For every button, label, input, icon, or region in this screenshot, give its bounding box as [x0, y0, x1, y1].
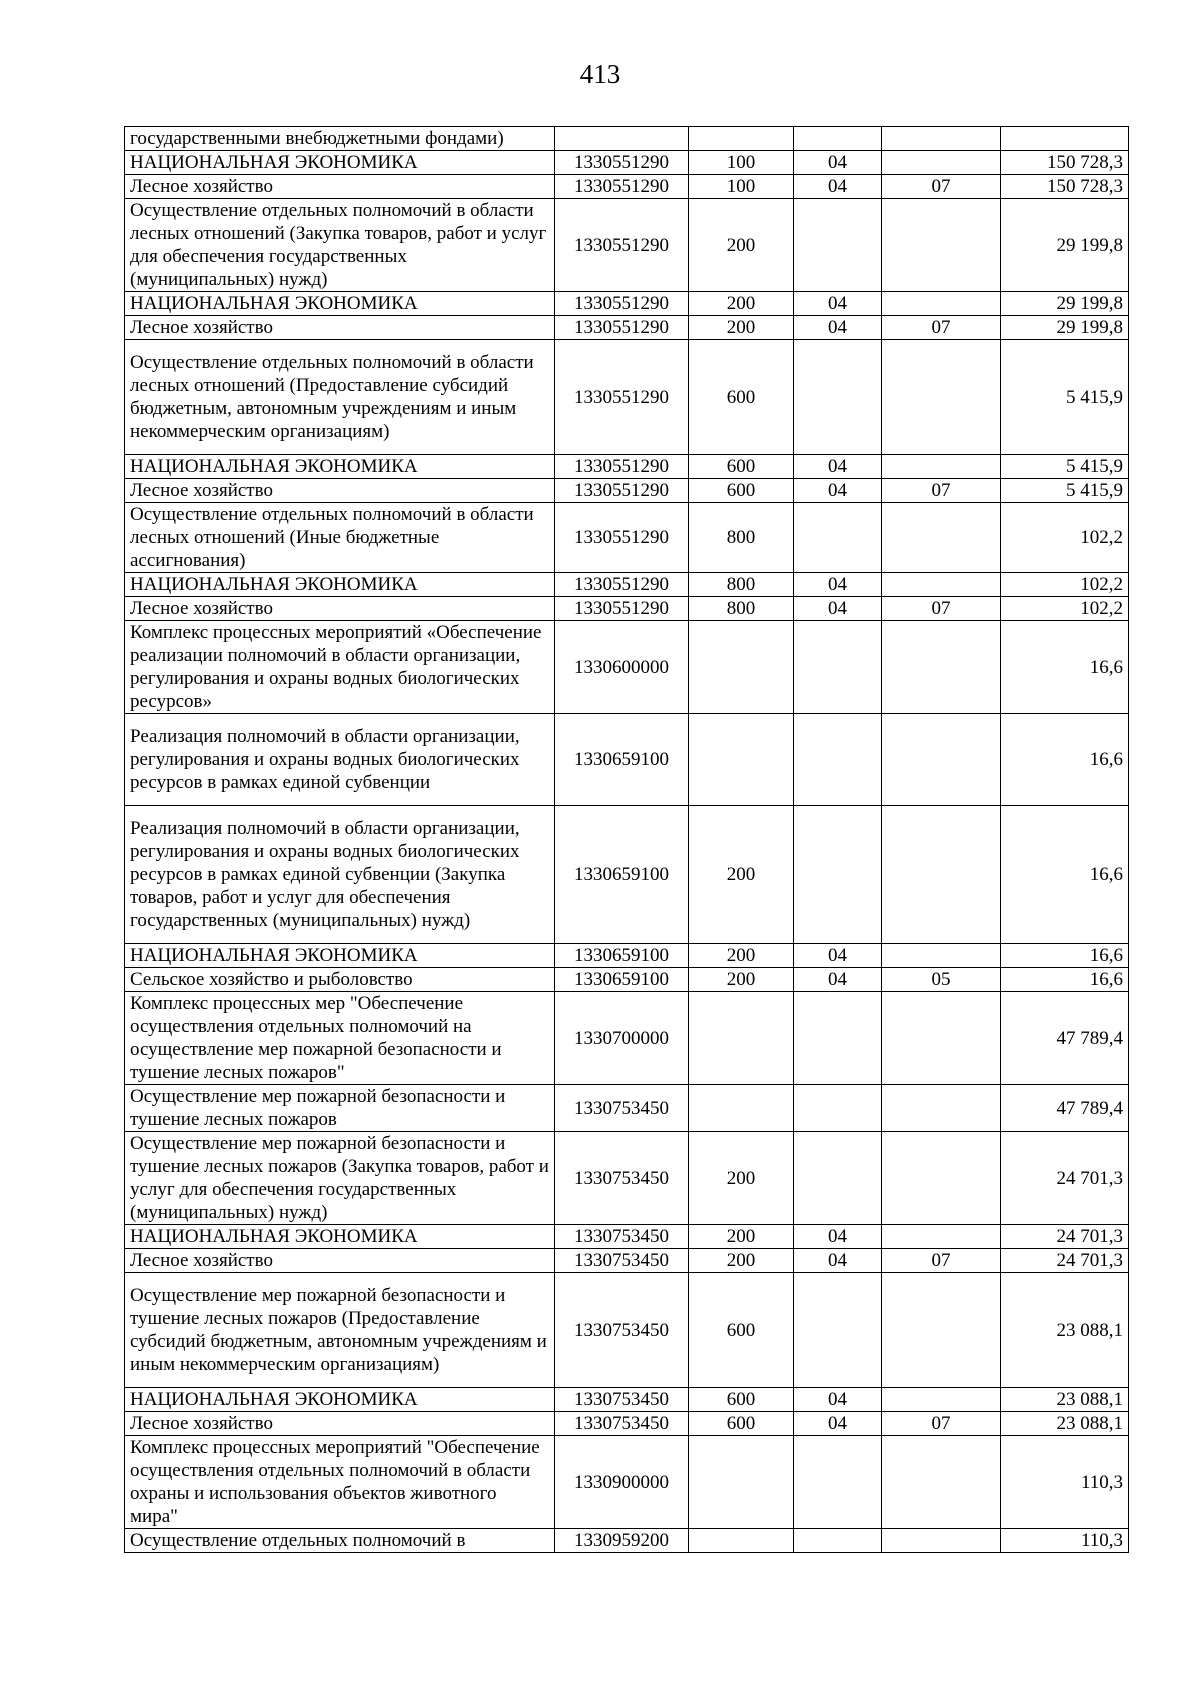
row-name: Осуществление отдельных полномочий в области лесных отношений (Закупка товаров, работ и услуг для обеспечения государственных (муниципальных) нужд): [125, 199, 555, 292]
row-expense-type: 600: [689, 1273, 794, 1388]
row-section: 04: [794, 597, 882, 621]
table-row: [125, 573, 1129, 597]
row-target-code: 1330659100: [555, 968, 689, 992]
row-expense-type: 200: [689, 1249, 794, 1273]
row-subsection: [882, 1529, 1001, 1553]
row-name: НАЦИОНАЛЬНАЯ ЭКОНОМИКА: [125, 573, 555, 597]
table-row: [125, 992, 1129, 1085]
row-target-code: 1330753450: [555, 1273, 689, 1388]
row-amount: 29 199,8: [1001, 292, 1129, 316]
row-amount: 110,3: [1001, 1436, 1129, 1529]
row-amount: 16,6: [1001, 806, 1129, 944]
row-subsection: [882, 992, 1001, 1085]
row-name: Лесное хозяйство: [125, 1412, 555, 1436]
row-target-code: 1330600000: [555, 621, 689, 714]
row-target-code: 1330551290: [555, 503, 689, 573]
table-row: [125, 621, 1129, 714]
table-row: [125, 175, 1129, 199]
row-section: [794, 127, 882, 151]
table-row: [125, 1273, 1129, 1388]
table-row: [125, 1436, 1129, 1529]
table-row: [125, 199, 1129, 292]
row-target-code: 1330959200: [555, 1529, 689, 1553]
row-expense-type: [689, 1085, 794, 1132]
table-row: [125, 151, 1129, 175]
row-amount: 16,6: [1001, 714, 1129, 806]
row-expense-type: 200: [689, 968, 794, 992]
row-name: Комплекс процессных мероприятий "Обеспечение осуществления отдельных полномочий в области охраны и использования объектов животного мира": [125, 1436, 555, 1529]
row-amount: 102,2: [1001, 597, 1129, 621]
row-name: государственными внебюджетными фондами): [125, 127, 555, 151]
row-name: Комплекс процессных мер "Обеспечение осуществления отдельных полномочий на осуществление мер пожарной безопасности и тушение лесных пожаров": [125, 992, 555, 1085]
row-target-code: 1330551290: [555, 151, 689, 175]
row-expense-type: 200: [689, 316, 794, 340]
table-row: [125, 1412, 1129, 1436]
table-row: [125, 944, 1129, 968]
row-section: [794, 503, 882, 573]
row-expense-type: [689, 714, 794, 806]
table-row: [125, 455, 1129, 479]
row-subsection: [882, 1225, 1001, 1249]
row-target-code: 1330551290: [555, 316, 689, 340]
row-name: НАЦИОНАЛЬНАЯ ЭКОНОМИКА: [125, 1225, 555, 1249]
row-subsection: [882, 292, 1001, 316]
row-section: 04: [794, 479, 882, 503]
table-row: [125, 1132, 1129, 1225]
row-subsection: [882, 806, 1001, 944]
row-amount: 24 701,3: [1001, 1225, 1129, 1249]
row-target-code: 1330659100: [555, 806, 689, 944]
row-subsection: 07: [882, 1249, 1001, 1273]
row-section: 04: [794, 151, 882, 175]
row-amount: 5 415,9: [1001, 455, 1129, 479]
row-expense-type: 200: [689, 944, 794, 968]
row-name: Лесное хозяйство: [125, 597, 555, 621]
row-expense-type: 600: [689, 479, 794, 503]
row-subsection: [882, 503, 1001, 573]
table-row: [125, 503, 1129, 573]
row-subsection: [882, 1388, 1001, 1412]
row-name: НАЦИОНАЛЬНАЯ ЭКОНОМИКА: [125, 455, 555, 479]
row-target-code: 1330753450: [555, 1412, 689, 1436]
row-amount: 16,6: [1001, 968, 1129, 992]
row-section: 04: [794, 573, 882, 597]
row-target-code: 1330900000: [555, 1436, 689, 1529]
row-amount: 23 088,1: [1001, 1273, 1129, 1388]
row-section: [794, 340, 882, 455]
row-section: 04: [794, 944, 882, 968]
row-target-code: 1330753450: [555, 1249, 689, 1273]
row-expense-type: 600: [689, 1412, 794, 1436]
row-subsection: [882, 1273, 1001, 1388]
row-expense-type: 600: [689, 340, 794, 455]
row-expense-type: 100: [689, 175, 794, 199]
row-target-code: 1330551290: [555, 175, 689, 199]
row-amount: 102,2: [1001, 503, 1129, 573]
row-subsection: 07: [882, 316, 1001, 340]
row-name: Лесное хозяйство: [125, 175, 555, 199]
row-expense-type: [689, 992, 794, 1085]
row-subsection: 07: [882, 175, 1001, 199]
row-target-code: 1330753450: [555, 1388, 689, 1412]
row-target-code: [555, 127, 689, 151]
row-name: Реализация полномочий в области организации, регулирования и охраны водных биологических ресурсов в рамках единой субвенции (Закупка товаров, работ и услуг для обеспечения государственных (муниципальных) нужд): [125, 806, 555, 944]
table-row: [125, 1388, 1129, 1412]
row-subsection: 07: [882, 479, 1001, 503]
row-subsection: [882, 714, 1001, 806]
row-section: [794, 621, 882, 714]
row-expense-type: 200: [689, 806, 794, 944]
row-subsection: [882, 199, 1001, 292]
row-amount: 24 701,3: [1001, 1132, 1129, 1225]
row-section: [794, 714, 882, 806]
row-expense-type: [689, 1529, 794, 1553]
row-expense-type: 800: [689, 503, 794, 573]
row-subsection: 05: [882, 968, 1001, 992]
row-amount: 150 728,3: [1001, 151, 1129, 175]
row-name: НАЦИОНАЛЬНАЯ ЭКОНОМИКА: [125, 292, 555, 316]
row-target-code: 1330551290: [555, 573, 689, 597]
row-subsection: [882, 1132, 1001, 1225]
table-row: [125, 1529, 1129, 1553]
row-name: Осуществление мер пожарной безопасности и тушение лесных пожаров: [125, 1085, 555, 1132]
row-section: 04: [794, 1225, 882, 1249]
row-amount: [1001, 127, 1129, 151]
row-section: 04: [794, 1249, 882, 1273]
row-section: 04: [794, 175, 882, 199]
row-amount: 5 415,9: [1001, 340, 1129, 455]
row-subsection: [882, 127, 1001, 151]
row-subsection: [882, 151, 1001, 175]
row-expense-type: [689, 1436, 794, 1529]
row-target-code: 1330753450: [555, 1132, 689, 1225]
row-target-code: 1330551290: [555, 597, 689, 621]
row-amount: 16,6: [1001, 621, 1129, 714]
row-amount: 24 701,3: [1001, 1249, 1129, 1273]
row-expense-type: 200: [689, 292, 794, 316]
row-section: 04: [794, 1388, 882, 1412]
row-target-code: 1330551290: [555, 479, 689, 503]
page-number: 413: [579, 59, 621, 89]
row-expense-type: [689, 621, 794, 714]
row-amount: 47 789,4: [1001, 992, 1129, 1085]
row-section: [794, 806, 882, 944]
row-section: 04: [794, 1412, 882, 1436]
budget-table: [124, 126, 1129, 1553]
row-expense-type: 800: [689, 597, 794, 621]
row-amount: 150 728,3: [1001, 175, 1129, 199]
row-target-code: 1330551290: [555, 199, 689, 292]
table-row: [125, 1249, 1129, 1273]
row-amount: 47 789,4: [1001, 1085, 1129, 1132]
row-subsection: [882, 340, 1001, 455]
row-target-code: 1330551290: [555, 455, 689, 479]
table-row: [125, 316, 1129, 340]
row-name: Комплекс процессных мероприятий «Обеспечение реализации полномочий в области организации, регулирования и охраны водных биологических ресурсов»: [125, 621, 555, 714]
table-row: [125, 479, 1129, 503]
row-target-code: 1330753450: [555, 1225, 689, 1249]
row-amount: 110,3: [1001, 1529, 1129, 1553]
row-section: [794, 992, 882, 1085]
row-section: [794, 199, 882, 292]
row-expense-type: 600: [689, 455, 794, 479]
row-expense-type: [689, 127, 794, 151]
row-subsection: [882, 1085, 1001, 1132]
row-expense-type: 600: [689, 1388, 794, 1412]
table-row: [125, 597, 1129, 621]
row-target-code: 1330659100: [555, 714, 689, 806]
row-name: Лесное хозяйство: [125, 316, 555, 340]
row-name: Сельское хозяйство и рыболовство: [125, 968, 555, 992]
table-row: [125, 127, 1129, 151]
row-section: 04: [794, 968, 882, 992]
row-amount: 23 088,1: [1001, 1412, 1129, 1436]
row-amount: 29 199,8: [1001, 316, 1129, 340]
table-row: [125, 714, 1129, 806]
row-name: Реализация полномочий в области организации, регулирования и охраны водных биологических ресурсов в рамках единой субвенции: [125, 714, 555, 806]
row-section: 04: [794, 292, 882, 316]
row-subsection: [882, 573, 1001, 597]
row-target-code: 1330551290: [555, 340, 689, 455]
table-row: [125, 806, 1129, 944]
row-subsection: [882, 455, 1001, 479]
row-section: [794, 1085, 882, 1132]
table-row: [125, 340, 1129, 455]
row-name: Лесное хозяйство: [125, 479, 555, 503]
row-expense-type: 800: [689, 573, 794, 597]
row-name: Осуществление отдельных полномочий в области лесных отношений (Иные бюджетные ассигнования): [125, 503, 555, 573]
row-section: 04: [794, 455, 882, 479]
table-row: [125, 292, 1129, 316]
row-expense-type: 200: [689, 199, 794, 292]
row-section: [794, 1529, 882, 1553]
row-name: НАЦИОНАЛЬНАЯ ЭКОНОМИКА: [125, 151, 555, 175]
row-name: Осуществление мер пожарной безопасности и тушение лесных пожаров (Закупка товаров, работ и услуг для обеспечения государственных (муниципальных) нужд): [125, 1132, 555, 1225]
row-amount: 23 088,1: [1001, 1388, 1129, 1412]
row-subsection: [882, 944, 1001, 968]
row-expense-type: 100: [689, 151, 794, 175]
row-subsection: [882, 621, 1001, 714]
row-expense-type: 200: [689, 1132, 794, 1225]
row-target-code: 1330753450: [555, 1085, 689, 1132]
row-name: Осуществление отдельных полномочий в области лесных отношений (Предоставление субсидий бюджетным, автономным учреждениям и иным некоммерческим организациям): [125, 340, 555, 455]
table-row: [125, 1225, 1129, 1249]
row-name: Осуществление отдельных полномочий в: [125, 1529, 555, 1553]
row-amount: 29 199,8: [1001, 199, 1129, 292]
row-target-code: 1330551290: [555, 292, 689, 316]
row-section: [794, 1436, 882, 1529]
row-expense-type: 200: [689, 1225, 794, 1249]
row-section: [794, 1273, 882, 1388]
row-subsection: 07: [882, 597, 1001, 621]
row-amount: 16,6: [1001, 944, 1129, 968]
row-name: НАЦИОНАЛЬНАЯ ЭКОНОМИКА: [125, 1388, 555, 1412]
row-amount: 102,2: [1001, 573, 1129, 597]
table-row: [125, 968, 1129, 992]
budget-table-body: [125, 127, 1129, 1553]
row-subsection: 07: [882, 1412, 1001, 1436]
row-name: Лесное хозяйство: [125, 1249, 555, 1273]
row-section: [794, 1132, 882, 1225]
row-name: Осуществление мер пожарной безопасности и тушение лесных пожаров (Предоставление субсидий бюджетным, автономным учреждениям и иным некоммерческим организациям): [125, 1273, 555, 1388]
table-row: [125, 1085, 1129, 1132]
row-name: НАЦИОНАЛЬНАЯ ЭКОНОМИКА: [125, 944, 555, 968]
row-subsection: [882, 1436, 1001, 1529]
row-target-code: 1330659100: [555, 944, 689, 968]
row-amount: 5 415,9: [1001, 479, 1129, 503]
row-section: 04: [794, 316, 882, 340]
row-target-code: 1330700000: [555, 992, 689, 1085]
